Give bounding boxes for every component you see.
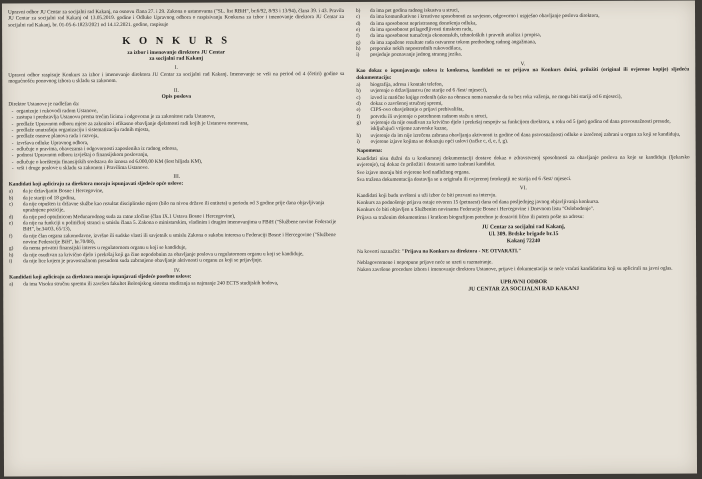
closing-lines: [357, 258, 690, 273]
general-condition-text: da nije na funkciji u političkoj stranci u smislu člana 5. Zakona o ministarskim, vladinim i drugim imenovanjima u FBiH ("Službene novine Federacije BiH", br.34/03, 65/13),: [22, 219, 337, 233]
general-condition: [9, 257, 345, 265]
dash-marker: -: [11, 114, 14, 121]
special-condition-marker: h): [356, 46, 361, 53]
section-number-4: IV.: [173, 267, 181, 274]
special-condition: [356, 51, 689, 59]
general-condition-marker: d): [8, 214, 14, 221]
dash-marker: -: [11, 152, 14, 159]
required-document-text: uvjerenje da nije osuđivan za krivično djelo i prekršaj nespojiv sa funkcijom direktora, u roku od 5 (pet) godina od dana pravosnažnosti presude, isključujući vrijeme zatvorske kazne,: [370, 118, 671, 133]
duty-item-text: zastupa i predstavlja Ustanovu prema trećim licima i odgovoran je za zakonitost rada Ustanove,: [16, 113, 216, 121]
special-condition-text: da ima sposobnost tumačenja ekonomskih, tehnoloških i pravnih analiza i propisa,: [370, 32, 542, 40]
dash-marker: -: [11, 121, 14, 128]
section-4-heading: Kandidati koji apliciraju za direktora moraju ispunjavati sljedeće posebne uslove:: [9, 273, 192, 281]
duties-list: [8, 107, 344, 172]
dash-marker: -: [11, 140, 14, 147]
special-condition-text: da ima Visoku stručnu spremu ili završen fakultet Bolonjskog sistema studiranja sa najmanje 240 ECTS studijskih bodova,: [23, 280, 279, 288]
required-document-text: CIPS-ovo obavještenje o prijavi prebivališta,: [370, 106, 464, 114]
special-condition-marker: i): [356, 52, 360, 59]
note-line: Sva tražena dokumentacija dostavlja se u originalu ili ovjerenoj fotokopiji ne starija od 6 /šest/ mjeseci.: [356, 175, 572, 183]
required-document-text: biografija, adresa i kontakt telefon,: [370, 81, 443, 88]
general-condition-marker: e): [8, 220, 13, 227]
section-2-lead: Direktor Ustanove je nadležan da:: [8, 100, 80, 108]
dash-marker: -: [11, 165, 14, 172]
required-document-marker: h): [356, 132, 361, 139]
section-number-3: III.: [173, 174, 181, 181]
signature-board: UPRAVNI ODBOR: [500, 279, 548, 286]
section-6-line: Kandidati koji budu uvršteni u uži izbor će biti pozvani na intervju.: [356, 192, 497, 199]
section-6-line: Prijava sa traženim dokumentima i kratkom biografijom potrebno je dostaviti lično ili putem pošte na adresu:: [356, 213, 584, 221]
application-address: [357, 224, 690, 246]
special-conditions-continued-list: [356, 7, 689, 59]
closing-line: Neblagovremene i nepotpune prijave neće se uzeti u razmatranje.: [357, 258, 493, 266]
duty-item-text: vrši i druge poslove u skladu sa zakonom i Pravilima Ustanove.: [16, 164, 149, 172]
general-condition-marker: b): [8, 195, 14, 202]
required-document-text: izvod iz matične knjige rođenih (ako na obrascu nema naznake da su bez roka važenja, ne mogu biti stariji od 6 mjeseci),: [370, 93, 622, 101]
duty-item-text: odlučuje o korištenju finansijskih sredstava do iznosa od 6.000,00 KM (šest hiljada KM),: [16, 158, 203, 166]
document-title: K O N K U R S: [122, 35, 231, 48]
document-subtitle-line-1: za izbor i imenovanje direktora JU Centar: [127, 49, 226, 56]
general-condition-marker: g): [9, 245, 14, 252]
address-line: Kakanj 72240: [506, 238, 541, 245]
section-6-lines: [357, 191, 690, 221]
document-subtitle-line-2: za socijalni rad Kakanj: [149, 55, 204, 63]
address-line: JU Centar za socijalni rad Kakanj,: [481, 224, 566, 231]
required-document-marker: g): [356, 120, 361, 127]
general-condition-text: da je stariji od 18 godina,: [22, 194, 76, 202]
section-number-6: VI.: [519, 185, 527, 192]
section-3-heading: Kandidati koji apliciraju za direktora moraju ispunjavati sljedeće opće uslove:: [8, 180, 184, 188]
general-condition-marker: f): [8, 233, 13, 240]
section-6-line: Konkurs će biti objavljen u Službenim novinama Federacije Bosne i Hercegovine i Dnevnom listu "Oslobođenje".: [356, 206, 595, 214]
required-document-text: potvrdu ili uvjerenje o potrebnom radnom stažu u struci,: [370, 113, 488, 120]
special-condition-marker: e): [356, 26, 361, 34]
section-1-text: Upravni odbor raspisuje Konkurs za izbor i imenovanje direktora JU Centar za socijalni rad Kakanj. Imenovanje se vrši na period od 4 (četiri) godine sa mogućnošću ponovnog izbora u skladu sa zakonom.: [8, 71, 345, 85]
duty-item-text: odlučuje o pravima, obavezama i odgovornosti zaposlenika iz radnog odnosa,: [16, 145, 178, 153]
special-condition: [9, 280, 345, 288]
signature-institution: JU CENTAR ZA SOCIJALNI RAD KAKANJ: [468, 286, 580, 293]
special-conditions-list: [9, 280, 345, 288]
required-document-text: dokaz o završenoj stručnoj spremi,: [370, 100, 443, 107]
required-document-marker: b): [356, 88, 361, 95]
general-conditions-list: [9, 187, 345, 265]
general-condition-text: da nije član organa zakonodavne, izvršne ili sudske vlasti ili savjetnik u smislu Zakona o sukobu interesa u Federaciji Bosne i Hercegovine ("Službene novine Federacije BiH", br.70/08),: [22, 231, 336, 246]
duty-item-text: organizuje i rukovodi radom Ustanove,: [16, 108, 98, 115]
envelope-text: "Prijava na Konkurs za direktora - NE OTVARATI.": [401, 248, 522, 255]
duty-item-text: predlaže unutrašnju organizaciju i sistematizaciju radnih mjesta,: [16, 126, 150, 134]
newspaper-page: [2, 0, 697, 476]
envelope-label: Na koverti naznačiti:: [357, 248, 401, 256]
special-condition-marker: c): [356, 14, 361, 21]
section-6-line: Konkurs za podnošenje prijava ostaje otvoren 15 (petnaest) dana od dana posljednjeg javnog objavljivanja konkursa.: [356, 199, 600, 207]
general-condition-text: da nije otpušten iz državne službe kao rezultat disciplinske mjere (bilo na nivou države ili entiteta) u periodu od 3 godine prije dana objavljivanja upražnjene pozicije,: [22, 200, 325, 214]
note-lines: [357, 154, 690, 183]
required-document-text: uvjerenje o državljanstvu (ne starije od 6 /šest/ mjeseci),: [370, 87, 488, 95]
section-number-2: II.: [173, 87, 179, 94]
special-condition-text: da ima pet godina radnog iskustva u struci,: [369, 7, 460, 14]
left-column: [8, 8, 345, 288]
required-documents-list: [356, 81, 689, 146]
note-line: Sve izjave moraju biti ovjerene kod nadležnog organa.: [356, 168, 470, 176]
required-document-text: uvjerenje da im nije izrečena zabrana obavljanja aktivnosti iz godine od dana pravosnažnosti odluke o izrečenoj zabrani u organ za koji se kandiduju,: [370, 131, 681, 139]
general-condition-text: da nije lice kojem je pravosnažnom presudom suda zabranjeno obavljanje aktivnosti u organu za koji se prijavljuje.: [23, 257, 263, 265]
closing-line: Nakon završene procedure izbora i imenovanje direktora Ustanove, prijave i dokumentacija se neće vraćati kandidatima koji su aplicirali na javni oglas.: [357, 265, 673, 273]
special-condition-text: posjeduje poznavanje jednog stranog jezika.: [370, 51, 462, 59]
dash-marker: -: [11, 108, 14, 115]
special-condition-marker: g): [356, 39, 361, 46]
section-2-heading: Opis poslova: [161, 94, 192, 101]
special-condition-text: da ima zapažene rezultate rada ostvarene tokom prethodnog radnog angažmana,: [370, 38, 537, 46]
special-condition-text: da ima sposobnost prilagodljivosti timskom radu,: [370, 26, 473, 33]
section-5-heading: Kao dokaz o ispunjavanju uslova iz konkursa, kandidati su uz prijavu na Konkurs dužni, priložiti (original ili ovjerene kopije) sljedeću dokumentaciju:: [356, 66, 690, 81]
special-condition-text: preporuke nekih nepostrednih rukovodilaca,: [370, 45, 462, 52]
required-document-marker: d): [356, 101, 361, 108]
duty-item-text: predlaže osnove planova rada i razvoja,: [16, 133, 99, 140]
general-condition-text: da nije pod optužnicom Međunarodnog suda za ratne zločine (član IX.1 Ustava Bosne i Hercegovine),: [22, 213, 236, 221]
required-document-marker: c): [356, 94, 361, 101]
special-condition-marker: f): [356, 33, 360, 40]
special-condition-marker: b): [355, 7, 361, 14]
required-document-marker: e): [356, 107, 361, 114]
dash-marker: -: [11, 133, 14, 140]
duty-item-text: podnosi Upravnom odboru izvještaj o finansijskom poslovanju,: [16, 152, 149, 159]
special-condition-marker: d): [356, 20, 361, 27]
general-condition-marker: c): [8, 201, 13, 208]
general-condition-text: da nije osuđivan za krivično djelo i prekršaj koji ga čine nepodobnim za obavljanje poslova u regulatornom organu u koji se kandiduje,: [23, 251, 304, 259]
section-number-1: I.: [174, 65, 178, 72]
right-column: [356, 7, 690, 295]
general-condition-text: da je državljanin Bosne i Hercegovine,: [22, 188, 104, 195]
general-condition-marker: a): [8, 188, 13, 195]
duty-item-text: predlaže Upravnom odboru mjere za zakonito i efikasno obavljanje djelatnosti radi kojih je Ustanova osnovana,: [16, 120, 249, 128]
special-condition-marker: a): [9, 281, 14, 288]
section-number-5: V.: [520, 60, 526, 68]
duty-item-text: izvršava odluke Upravnog odbora,: [16, 139, 89, 147]
dash-marker: -: [11, 146, 14, 153]
duty-item: [9, 164, 345, 172]
required-document-marker: i): [356, 139, 360, 146]
dash-marker: -: [11, 159, 14, 166]
address-line: Ul. 309. Brdske brigade br.15: [488, 231, 559, 238]
required-document-marker: a): [356, 81, 361, 88]
special-condition-text: da ima sposobnost nepristrasnog donošenja odluka,: [370, 20, 477, 27]
dash-marker: -: [11, 127, 14, 134]
general-condition-marker: i): [9, 258, 13, 265]
special-condition-text: da ima komunikativne i kreativne sposobnosti za savjesno, odgovorno i uspješno obavljanje poslova direktora,: [370, 13, 600, 21]
general-condition-text: da nema privatni finansijski interes u regulatornom organu u koji se kandiduje,: [23, 245, 187, 252]
general-condition-marker: h): [9, 252, 14, 259]
note-line: Kandidati nisu dužni da u konkursnoj dokumentaciji dostave dokaz o zdravstvenoj sposobnosti za obavljanje poslova na koje se kandiduju (ljekarsko uvjerenje), taj dokaz će priložiti i dostaviti samo izabrani kandidat.: [356, 154, 690, 169]
required-document-text: ovjerene izjave kojima se dokazuju opći uslovi (tačke c, d, e, f, g).: [370, 138, 509, 146]
note-title: Napomena:: [356, 148, 383, 155]
required-document-marker: f): [356, 113, 360, 120]
intro-paragraph: Upravni odbor JU Centar za socijalni rad Kakanj, na osnovu člana 27. i 29. Zakona o ustanovama ("SL. list RBiH", br.6/92, 8/93 i 13/94), člana 39. i 43. Pravila JU Centar za socijalni rad Kakanj od 13.05.2019. godine i Odluke Upravnog odbora o raspisivanju Konkursa za izbor i imenovanje direktora JU Centar za socijalni rad Kakanj, br. 01-05-6-1823/2021 od 14.12.2021. godine, raspisuje: [7, 8, 345, 29]
